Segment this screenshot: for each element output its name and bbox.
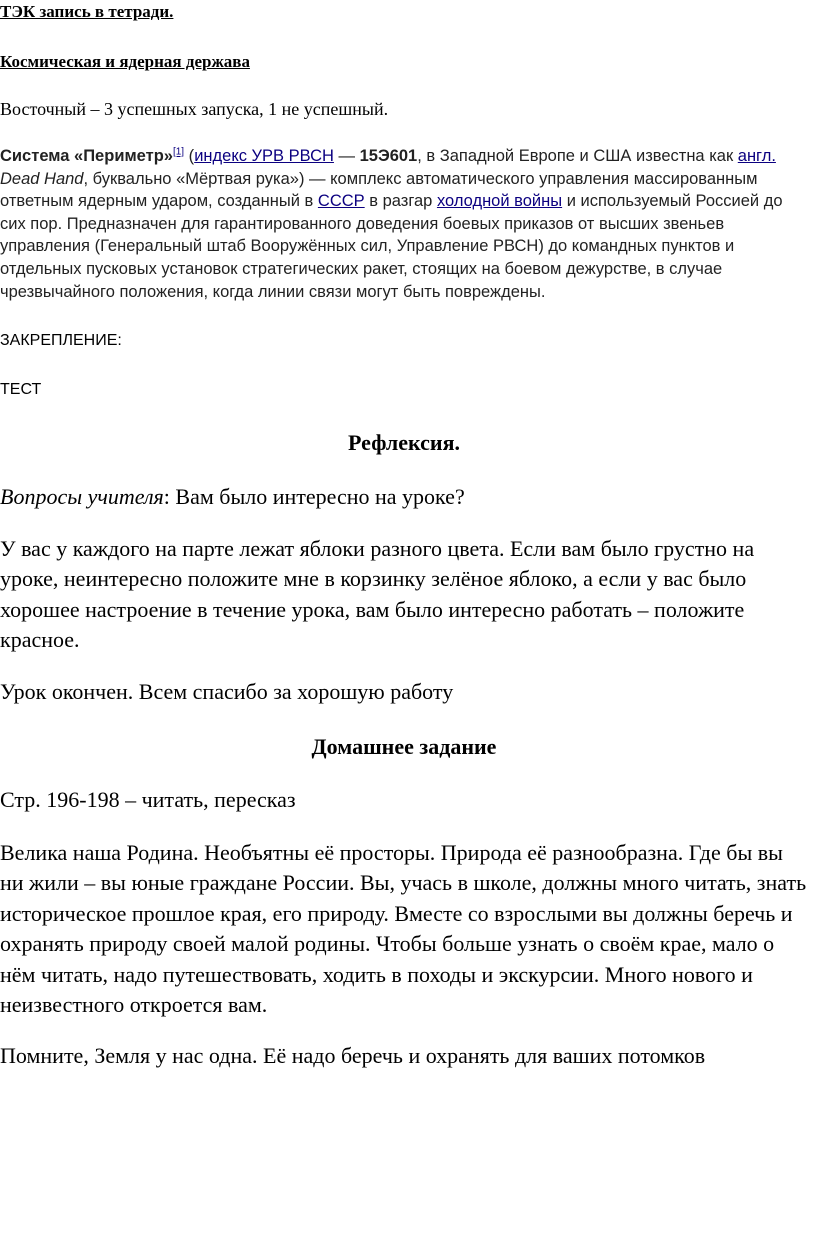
perimeter-name: Система «Периметр» [0, 147, 173, 165]
homeland-paragraph: Велика наша Родина. Необъятны её просторы. Природа её разнообразна. Где бы вы ни жили – вы юные граждане России. Вы, учась в школе, должны много читать, знать историческое прошлое края, его природу. Вместе со взрослыми вы должны беречь и охранять природу своей малой родины. Чтобы больше узнать о своём крае, мало о нём читать, надо путешествовать, ходить в походы и экскурсии. Много нового и неизвестного откроется вам. [0, 840, 807, 1018]
perimeter-text-1: , в Западной Европе и США известна как [417, 147, 738, 165]
perimeter-text-4: и используемый Россией до сих пор. Предназначен для гарантированного доведения боевых приказов от высших звеньев управления (Генеральный штаб Вооружённых сил, Управление РВСН) до командных пунктов и отдельных пусковых установок стратегических ракет, стоящих на боевом дежурстве, в случае чрезвычайного положения, когда линии связи могут быть повреждены. [0, 192, 783, 301]
test-label: ТЕСТ [0, 381, 42, 398]
homework-heading: Домашнее задание [311, 734, 497, 759]
teacher-questions [0, 482, 808, 512]
lesson-end: Урок окончен. Всем спасибо за хорошую работу [0, 679, 454, 704]
paren-text: ( [184, 147, 195, 165]
index-link[interactable]: индекс УРВ РВСН [194, 147, 334, 165]
questions-label: Вопросы учителя [0, 484, 164, 509]
homework-pages: Стр. 196-198 – читать, пересказ [0, 787, 296, 812]
section-subtitle: Космическая и ядерная держава [0, 52, 250, 71]
cold-war-link[interactable]: холодной войны [436, 192, 563, 211]
earth-paragraph: Помните, Земля у нас одна. Её надо беречь и охранять для ваших потомков [0, 1043, 706, 1068]
english-link[interactable]: англ. [737, 147, 776, 165]
reference-link[interactable]: [1] [172, 146, 185, 158]
questions-text: : Вам было интересно на уроке? [163, 484, 465, 509]
apples-paragraph: У вас у каждого на парте лежат яблоки разного цвета. Если вам было грустно на уроке, неинтересно положите мне в корзинку зелёное яблоко, а если у вас было хорошее настроение в течение урока, вам было интересно работать – положите красное. [0, 536, 755, 653]
perimeter-text-3: в разгар [364, 192, 437, 211]
perimeter-text-2: , буквально «Мёртвая рука») — комплекс автоматического управления массированным ответным ядерным ударом, созданный в [0, 169, 758, 211]
ussr-link[interactable]: СССР [317, 192, 365, 211]
notebook-title: ТЭК запись в тетради. [0, 2, 174, 21]
code-text: 15Э601 [359, 147, 418, 165]
zakreplenie-label: ЗАКРЕПЛЕНИЕ: [0, 332, 122, 349]
perimeter-paragraph [0, 145, 808, 303]
vostochny-line: Восточный – 3 успешных запуска, 1 не успешный. [0, 99, 389, 119]
english-name: Dead Hand [0, 169, 84, 188]
reflection-heading: Рефлексия. [348, 430, 460, 455]
dash-text: — [333, 147, 360, 165]
